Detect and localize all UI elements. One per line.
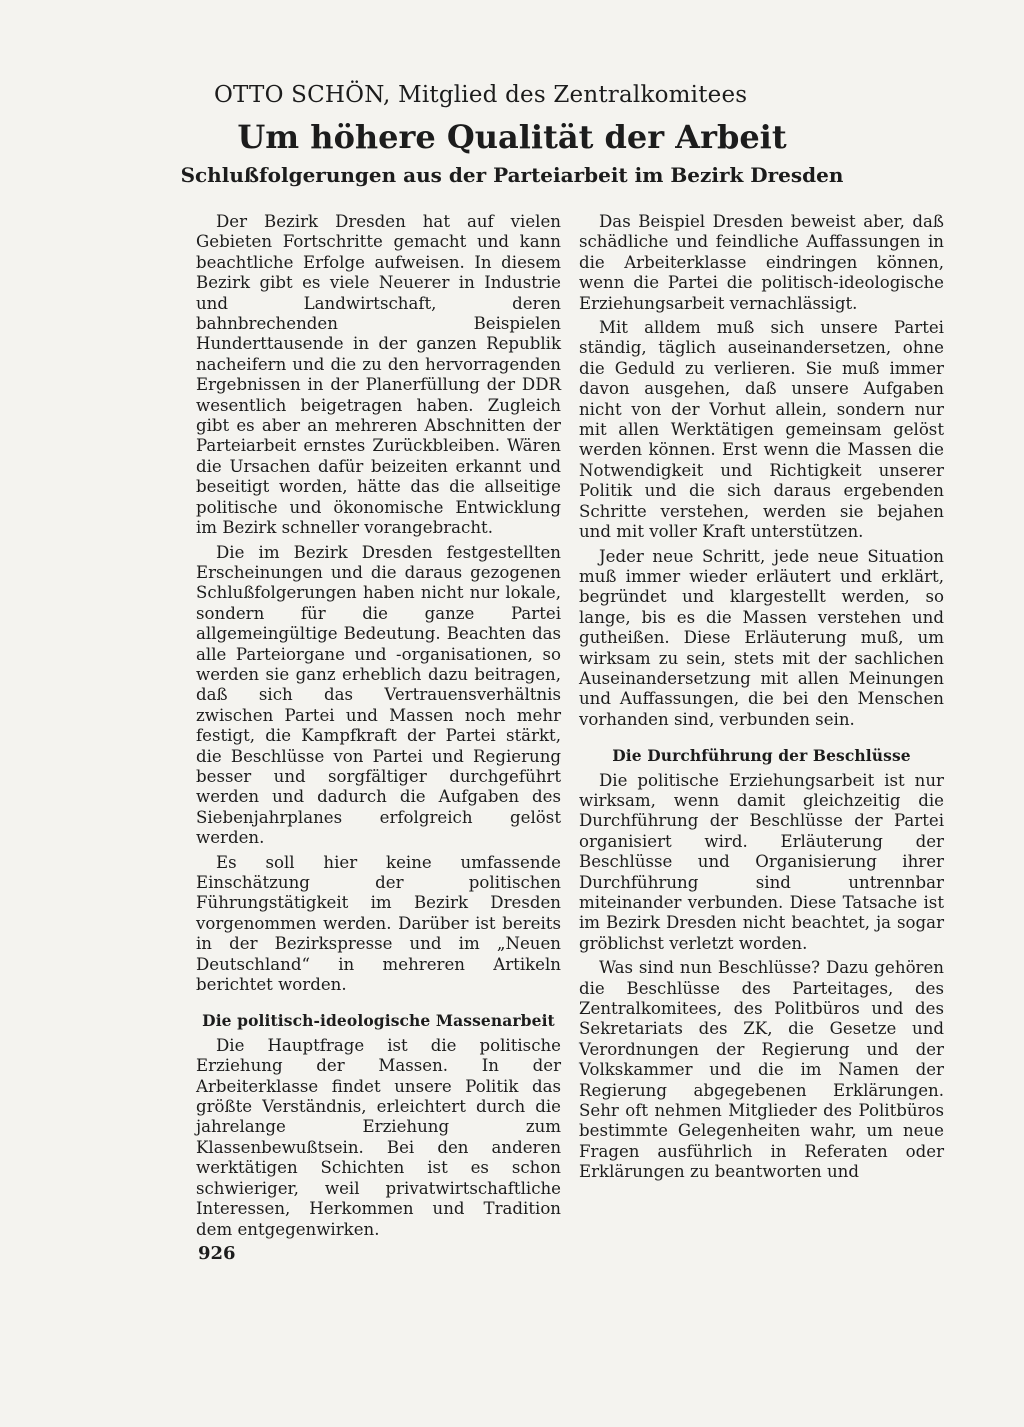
paragraph: Die Hauptfrage ist die politische Erziehung der Massen. In der Arbeiterklasse findet unsere Politik das größte Verständnis, erleichtert durch die jahrelange Erziehung zum Klassenbewußtsein. Bei den anderen werktätigen Schichten ist es schon schwieriger, weil privatwirtschaftliche Interessen, Herkommen und Tradition dem entgegenwirken. <box>196 1035 561 1239</box>
paragraph: Jeder neue Schritt, jede neue Situation muß immer wieder erläutert und erklärt, begründet und klargestellt werden, so lange, bis es die Massen verstehen und gutheißen. Diese Erläuterung muß, um wirksam zu sein, stets mit der sachlichen Auseinandersetzung mit allen Meinungen und Auffassungen, die bei den Menschen vorhanden sind, verbunden sein. <box>579 546 944 729</box>
paragraph: Das Beispiel Dresden beweist aber, daß schädliche und feindliche Auffassungen in die Arbeiterklasse eindringen können, wenn die Partei die politisch-ideologische Erziehungsarbeit vernachlässigt. <box>579 212 944 313</box>
paragraph: Mit alldem muß sich unsere Partei ständig, täglich auseinandersetzen, ohne die Geduld zu verlieren. Sie muß immer davon ausgehen, daß unsere Aufgaben nicht von der Vorhut allein, sondern nur mit allen Werktätigen gemeinsam gelöst werden können. Erst wenn die Massen die Notwendigkeit und Richtigkeit unserer Politik und die sich daraus ergebenden Schritte verstehen, werden sie bejahen und mit voller Kraft unterstützen. <box>579 318 944 542</box>
right-column <box>579 212 944 1187</box>
paragraph: Was sind nun Beschlüsse? Dazu gehören die Beschlüsse des Parteitages, des Zentralkomitees, des Politbüros und des Sekretariats des ZK, die Gesetze und Verordnungen der Regierung und der Volkskammer und die im Namen der Regierung abgegebenen Erklärungen. Sehr oft nehmen Mitglieder des Politbüros bestimmte Gelegenheiten wahr, um neue Fragen ausführlich in Referaten oder Erklärungen zu beantworten und <box>579 958 944 1182</box>
paragraph: Es soll hier keine umfassende Einschätzung der politischen Führungstätigkeit im Bezirk Dresden vorgenommen werden. Darüber ist bereits in der Bezirkspresse und im „Neuen Deutschland“ in mehreren Artikeln berichtet worden. <box>196 852 561 995</box>
paragraph: Die im Bezirk Dresden festgestellten Erscheinungen und die daraus gezogenen Schlußfolgerungen haben nicht nur lokale, sondern für die ganze Partei allgemeingültige Bedeutung. Beachten das alle Parteiorgane und -organisationen, so werden sie ganz erheblich dazu beitragen, daß sich das Vertrauensverhältnis zwischen Partei und Massen noch mehr festigt, die Kampfkraft der Partei stärkt, die Beschlüsse von Partei und Regierung besser und sorgfältiger durchgeführt werden und dadurch die Aufgaben des Siebenjahrplanes erfolgreich gelöst werden. <box>196 542 561 848</box>
left-column <box>196 212 561 1244</box>
article-title: Um höhere Qualität der Arbeit <box>237 118 787 156</box>
article-subtitle: Schlußfolgerungen aus der Parteiarbeit im Bezirk Dresden <box>180 163 844 187</box>
author-line: OTTO SCHÖN, Mitglied des Zentralkomitees <box>214 82 748 108</box>
paragraph: Der Bezirk Dresden hat auf vielen Gebieten Fortschritte gemacht und kann beachtliche Erfolge aufweisen. In diesem Bezirk gibt es viele Neuerer in Industrie und Landwirtschaft, deren bahnbrechenden Beispielen Hunderttausende in der ganzen Republik nacheifern und die zu den hervorragenden Ergebnissen in der Planerfüllung der DDR wesentlich beigetragen haben. Zugleich gibt es aber an mehreren Abschnitten der Parteiarbeit ernstes Zurückbleiben. Wären die Ursachen dafür beizeiten erkannt und beseitigt worden, hätte das die allseitige politische und ökonomische Entwicklung im Bezirk schneller vorangebracht. <box>196 212 561 538</box>
page-number: 926 <box>198 1243 236 1264</box>
section-heading: Die Durchführung der Beschlüsse <box>612 746 911 766</box>
paragraph: Die politische Erziehungsarbeit ist nur wirksam, wenn damit gleichzeitig die Durchführung der Beschlüsse der Partei organisiert wird. Erläuterung der Beschlüsse und Organisierung ihrer Durchführung sind untrennbar miteinander verbunden. Diese Tatsache ist im Bezirk Dresden nicht beachtet, ja sogar gröblichst verletzt worden. <box>579 770 944 953</box>
section-heading: Die politisch-ideologische Massenarbeit <box>202 1011 555 1031</box>
